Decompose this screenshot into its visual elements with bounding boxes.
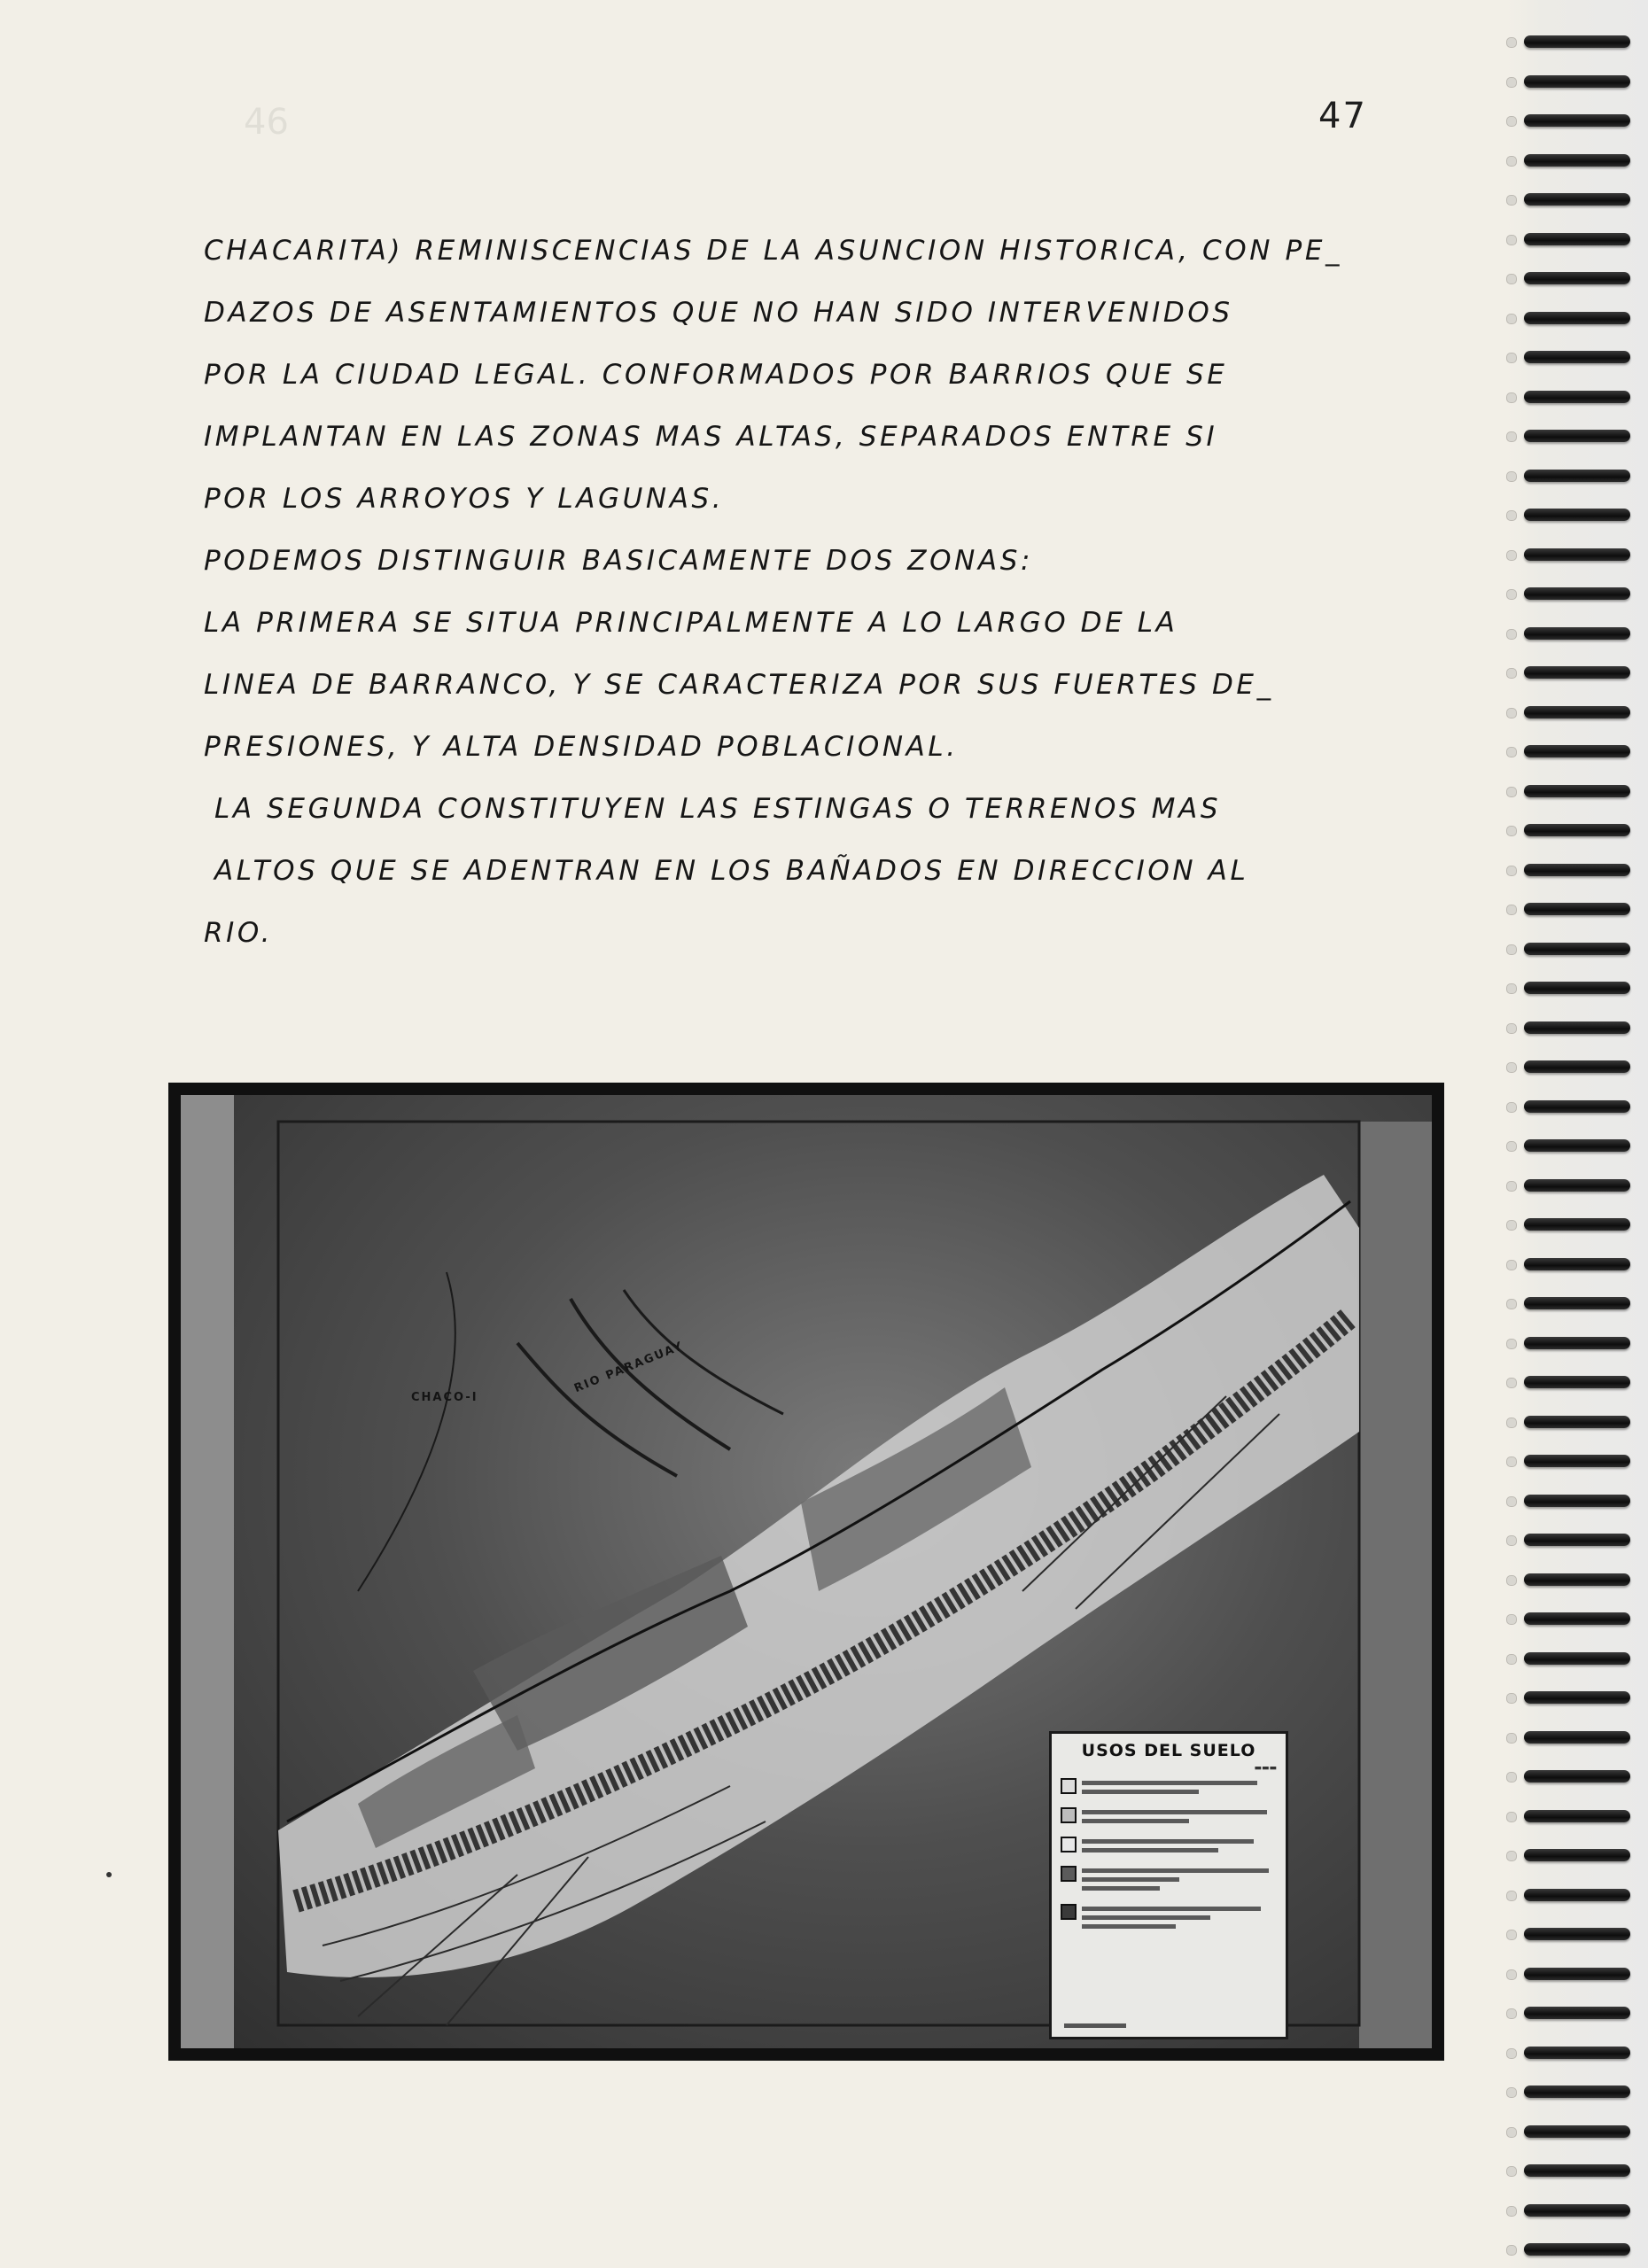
binding-ring <box>1524 391 1630 403</box>
text-line-6: PODEMOS DISTINGUIR BASICAMENTE DOS ZONAS: <box>204 545 1034 577</box>
binding-ring <box>1524 785 1630 797</box>
binding-hole <box>1506 77 1517 88</box>
binding-ring <box>1524 312 1630 324</box>
map-label-river: RIO PARAGUAY <box>571 1339 686 1396</box>
binding-ring <box>1524 2204 1630 2217</box>
binding-hole <box>1506 1969 1517 1980</box>
binding-ring <box>1524 2243 1630 2256</box>
legend-swatch-4 <box>1061 1866 1077 1882</box>
binding-ring <box>1524 1810 1630 1822</box>
binding-ring <box>1524 1731 1630 1744</box>
legend-swatch-1 <box>1061 1778 1077 1794</box>
binding-ring <box>1524 2125 1630 2138</box>
binding-hole <box>1506 1456 1517 1467</box>
binding-ring <box>1524 1573 1630 1586</box>
binding-hole <box>1506 274 1517 284</box>
page-number: 47 <box>1318 96 1367 136</box>
binding-hole <box>1506 1614 1517 1625</box>
binding-hole <box>1506 510 1517 521</box>
text-line-3: POR LA CIUDAD LEGAL. CONFORMADOS POR BARRIOS QUE SE <box>204 359 1228 391</box>
binding-hole <box>1506 1418 1517 1428</box>
binding-hole <box>1506 1378 1517 1388</box>
binding-ring <box>1524 1612 1630 1625</box>
binding-hole <box>1506 1062 1517 1073</box>
binding-ring <box>1524 2085 1630 2098</box>
binding-ring <box>1524 864 1630 876</box>
binding-ring <box>1524 1770 1630 1783</box>
binding-hole <box>1506 905 1517 915</box>
map-photo-content <box>181 1095 1432 2048</box>
binding-hole <box>1506 195 1517 206</box>
binding-ring <box>1524 1100 1630 1113</box>
binding-ring <box>1524 1968 1630 1980</box>
text-line-10: LA SEGUNDA CONSTITUYEN LAS ESTINGAS O TERRENOS MAS <box>214 793 1222 825</box>
binding-ring <box>1524 1889 1630 1901</box>
binding-ring <box>1524 824 1630 836</box>
binding-hole <box>1506 1260 1517 1270</box>
text-line-11: ALTOS QUE SE ADENTRAN EN LOS BAÑADOS EN DIRECCION AL <box>214 855 1249 887</box>
binding-hole <box>1506 353 1517 363</box>
binding-hole <box>1506 471 1517 482</box>
binding-hole <box>1506 37 1517 48</box>
binding-hole <box>1506 629 1517 640</box>
legend-swatch-5 <box>1061 1904 1077 1920</box>
binding-ring <box>1524 272 1630 284</box>
binding-ring <box>1524 1455 1630 1467</box>
binding-hole <box>1506 1693 1517 1704</box>
binding-ring <box>1524 943 1630 955</box>
binding-hole <box>1506 2166 1517 2177</box>
binding-ring <box>1524 1258 1630 1270</box>
binding-ring <box>1524 2164 1630 2177</box>
binding-hole <box>1506 1181 1517 1192</box>
binding-hole <box>1506 708 1517 718</box>
binding-ring <box>1524 35 1630 48</box>
text-line-2: DAZOS DE ASENTAMIENTOS QUE NO HAN SIDO INTERVENIDOS <box>204 297 1233 329</box>
binding-ring <box>1524 1376 1630 1388</box>
board-left-edge <box>181 1095 234 2048</box>
binding-hole <box>1506 116 1517 127</box>
legend-item-4 <box>1061 1866 1277 1895</box>
binding-hole <box>1506 1102 1517 1113</box>
binding-ring <box>1524 1849 1630 1861</box>
binding-hole <box>1506 1575 1517 1586</box>
binding-ring <box>1524 706 1630 718</box>
legend-subtitle-mark: ▬▬▬ <box>1254 1764 1277 1773</box>
binding-hole <box>1506 550 1517 561</box>
binding-ring <box>1524 1139 1630 1152</box>
binding-hole <box>1506 787 1517 797</box>
binding-ring <box>1524 1218 1630 1231</box>
binding-hole <box>1506 1496 1517 1507</box>
legend-item-1 <box>1061 1778 1277 1798</box>
binding-ring <box>1524 1297 1630 1309</box>
legend-item-2 <box>1061 1807 1277 1828</box>
binding-ring <box>1524 1928 1630 1940</box>
binding-ring <box>1524 193 1630 206</box>
binding-hole <box>1506 747 1517 757</box>
binding-ring <box>1524 1060 1630 1073</box>
binding-hole <box>1506 2048 1517 2059</box>
binding-hole <box>1506 826 1517 836</box>
binding-hole <box>1506 1891 1517 1901</box>
text-line-5: POR LOS ARROYOS Y LAGUNAS. <box>204 483 725 515</box>
ink-dot <box>106 1872 112 1877</box>
map-legend <box>1049 1731 1288 2039</box>
binding-ring <box>1524 154 1630 167</box>
spiral-binding <box>1506 0 1648 2268</box>
binding-hole <box>1506 1023 1517 1034</box>
binding-hole <box>1506 392 1517 403</box>
binding-ring <box>1524 548 1630 561</box>
binding-hole <box>1506 314 1517 324</box>
binding-ring <box>1524 509 1630 521</box>
binding-hole <box>1506 1141 1517 1152</box>
binding-ring <box>1524 1021 1630 1034</box>
board-right-edge <box>1359 1122 1432 2048</box>
binding-hole <box>1506 983 1517 994</box>
binding-hole <box>1506 1654 1517 1665</box>
text-line-7: LA PRIMERA SE SITUA PRINCIPALMENTE A LO LARGO DE LA <box>204 607 1178 639</box>
binding-hole <box>1506 2127 1517 2138</box>
binding-ring <box>1524 233 1630 245</box>
legend-scale-bar <box>1064 2023 1126 2028</box>
binding-ring <box>1524 2007 1630 2019</box>
binding-ring <box>1524 1495 1630 1507</box>
binding-ring <box>1524 1416 1630 1428</box>
binding-ring <box>1524 114 1630 127</box>
binding-hole <box>1506 1220 1517 1231</box>
text-line-9: PRESIONES, Y ALTA DENSIDAD POBLACIONAL. <box>204 731 959 763</box>
binding-hole <box>1506 866 1517 876</box>
text-line-4: IMPLANTAN EN LAS ZONAS MAS ALTAS, SEPARADOS ENTRE SI <box>204 421 1218 453</box>
binding-hole <box>1506 431 1517 442</box>
binding-ring <box>1524 1691 1630 1704</box>
binding-ring <box>1524 470 1630 482</box>
bleed-through-mark: 46 <box>244 102 289 143</box>
binding-ring <box>1524 745 1630 757</box>
binding-ring <box>1524 587 1630 600</box>
binding-hole <box>1506 2206 1517 2217</box>
binding-hole <box>1506 1535 1517 1546</box>
binding-hole <box>1506 2087 1517 2098</box>
binding-hole <box>1506 944 1517 955</box>
binding-hole <box>1506 235 1517 245</box>
binding-ring <box>1524 1652 1630 1665</box>
binding-hole <box>1506 1930 1517 1940</box>
text-line-12: RIO. <box>204 917 274 949</box>
binding-ring <box>1524 1337 1630 1349</box>
binding-ring <box>1524 666 1630 679</box>
text-line-1: CHACARITA) REMINISCENCIAS DE LA ASUNCION HISTORICA, CON PE_ <box>204 235 1343 267</box>
binding-hole <box>1506 589 1517 600</box>
binding-hole <box>1506 1733 1517 1744</box>
legend-swatch-2 <box>1061 1807 1077 1823</box>
binding-hole <box>1506 1772 1517 1783</box>
binding-ring <box>1524 75 1630 88</box>
binding-ring <box>1524 430 1630 442</box>
binding-hole <box>1506 2245 1517 2256</box>
binding-ring <box>1524 2047 1630 2059</box>
legend-item-5 <box>1061 1904 1277 1933</box>
binding-hole <box>1506 1299 1517 1309</box>
map-photograph <box>168 1083 1444 2061</box>
binding-ring <box>1524 1534 1630 1546</box>
legend-item-3 <box>1061 1837 1277 1857</box>
river-channel-4 <box>358 1272 455 1591</box>
map-label-chaco: CHACO-I <box>411 1391 478 1404</box>
binding-hole <box>1506 668 1517 679</box>
binding-hole <box>1506 2008 1517 2019</box>
binding-ring <box>1524 903 1630 915</box>
binding-hole <box>1506 1339 1517 1349</box>
binding-ring <box>1524 1179 1630 1192</box>
legend-swatch-3 <box>1061 1837 1077 1852</box>
handwritten-text <box>204 220 1506 964</box>
binding-hole <box>1506 1812 1517 1822</box>
binding-hole <box>1506 156 1517 167</box>
binding-ring <box>1524 627 1630 640</box>
text-line-8: LINEA DE BARRANCO, Y SE CARACTERIZA POR SUS FUERTES DE_ <box>204 669 1274 701</box>
legend-title: USOS DEL SUELO <box>1081 1741 1256 1760</box>
binding-ring <box>1524 351 1630 363</box>
binding-hole <box>1506 1851 1517 1861</box>
binding-ring <box>1524 982 1630 994</box>
